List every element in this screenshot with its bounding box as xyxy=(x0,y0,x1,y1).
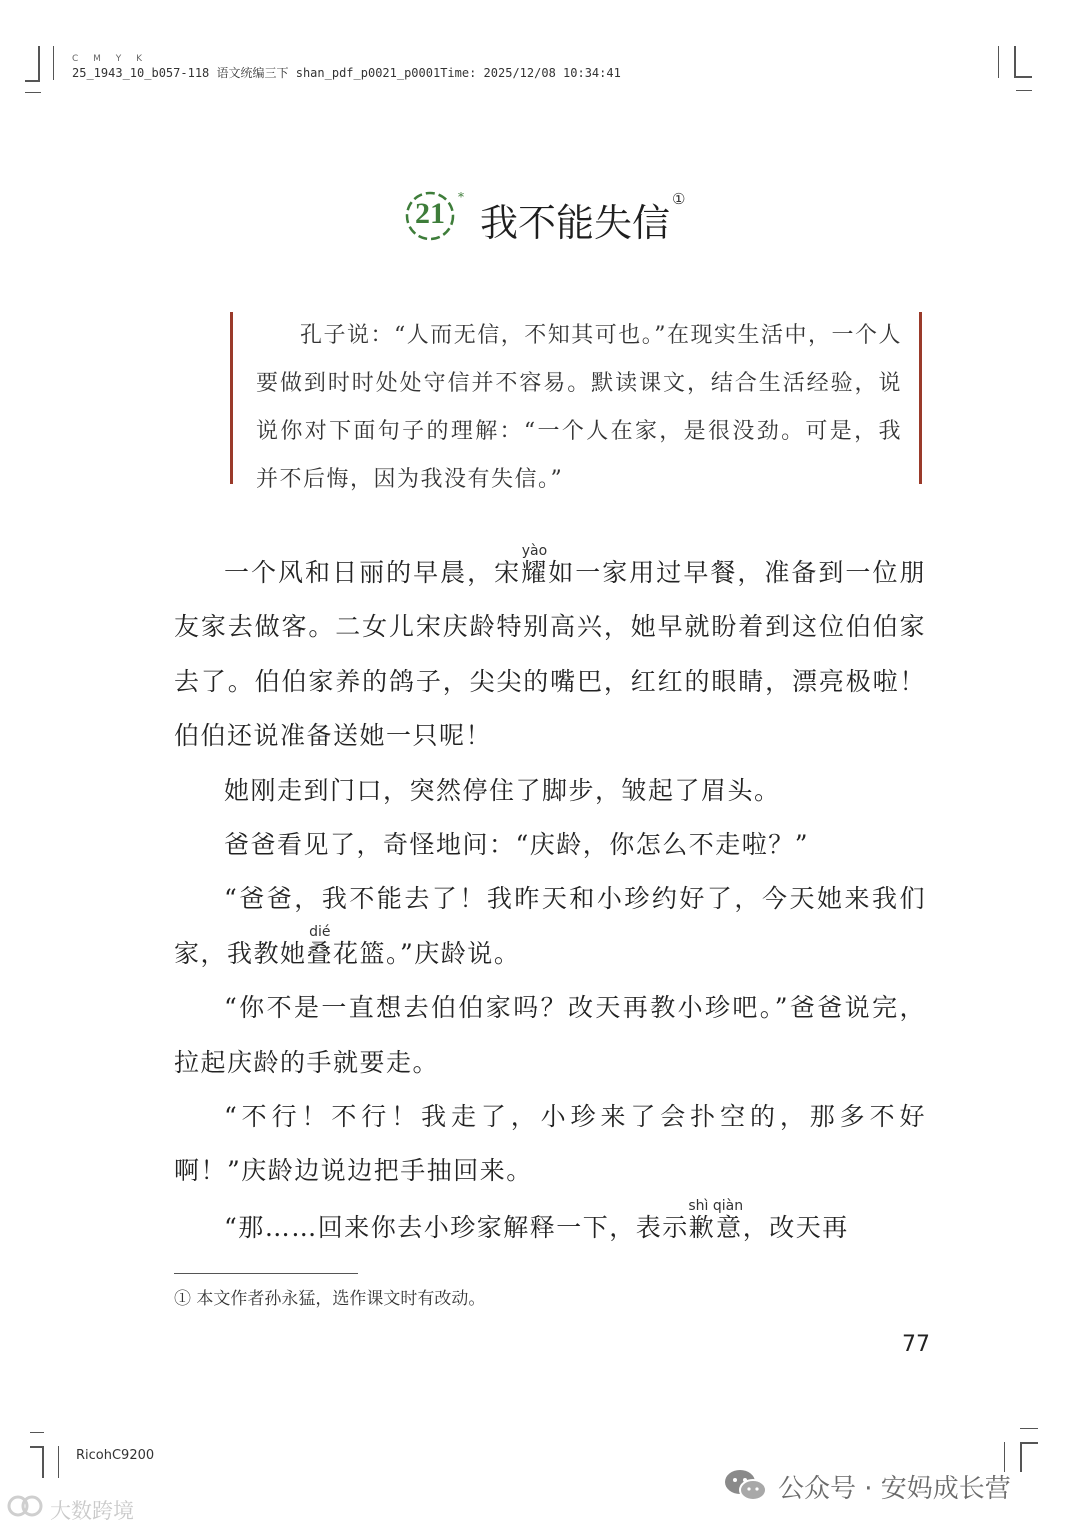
wechat-icon xyxy=(722,1466,770,1504)
pinyin-annotation: 叠dié xyxy=(306,923,334,968)
reading-prompt-text: 孔子说：“人而无信，不知其可也。”在现实生活中，一个人要做到时时处处守信并不容易。默读课文，结合生活经验，说说你对下面句子的理解：“一个人在家，是很没劲。可是，我并不后悔，因为我没有失信。” xyxy=(256,323,902,492)
paragraph: “你不是一直想去伯伯家吗？改天再教小珍吧。”爸爸说完，拉起庆龄的手就要走。 xyxy=(174,993,926,1077)
crop-mark-bottom-left xyxy=(30,1432,44,1433)
page-number: 77 xyxy=(902,1332,930,1357)
print-job-info: 25_1943_10_b057-118 语文统编三下 shan_pdf_p0021_p0001Time: 2025/12/08 10:34:41 xyxy=(72,66,621,80)
story-body xyxy=(174,544,926,1255)
printer-label: RicohC9200 xyxy=(76,1448,155,1463)
prompt-right-bar xyxy=(919,312,922,484)
footnote-divider xyxy=(174,1273,358,1274)
paragraph: “那……回来你去小珍家解释一下，表示歉意shì qiàn，改天再 xyxy=(224,1197,849,1242)
crop-mark-top-right xyxy=(1014,46,1016,78)
crop-mark-top-right xyxy=(1014,76,1032,78)
paragraph: “不行！不行！我走了，小珍来了会扑空的，那多不好啊！”庆龄边说边把手抽回来。 xyxy=(174,1102,926,1186)
crop-mark-bottom-left xyxy=(58,1446,59,1478)
crop-mark-bottom-right xyxy=(1020,1428,1038,1429)
crop-mark-bottom-right xyxy=(1020,1442,1022,1472)
pinyin-annotation: 耀yào xyxy=(521,543,549,587)
crop-mark-top-right xyxy=(1016,90,1032,91)
watermark-logo-icon xyxy=(6,1492,44,1520)
lesson-number: 21 xyxy=(415,197,445,230)
crop-mark-top-left xyxy=(25,92,41,93)
reading-prompt-box xyxy=(230,312,922,492)
paragraph: 一个风和日丽的早晨，宋耀yào如一家用过早餐，准备到一位朋友家去做客。二女儿宋庆龄特别高兴，她早就盼着到这位伯伯家去了。伯伯家养的鸽子，尖尖的嘴巴，红红的眼睛，漂亮极啦！伯伯还说准备送她一只呢！ xyxy=(174,543,926,751)
watermark-right-text: 公众号 · 安妈成长营 xyxy=(778,1474,1011,1504)
crop-mark-top-left xyxy=(25,80,40,82)
title-footnote-mark: ① xyxy=(672,190,686,208)
lesson-star-mark: * xyxy=(458,190,464,204)
cmyk-marker: C M Y K xyxy=(72,54,149,64)
pinyin-annotation: 歉意shì qiàn xyxy=(688,1197,744,1242)
paragraph: 她刚走到门口，突然停住了脚步，皱起了眉头。 xyxy=(224,775,781,805)
crop-mark-bottom-left xyxy=(42,1446,44,1478)
crop-mark-bottom-right xyxy=(1020,1442,1038,1444)
lesson-number-badge xyxy=(404,190,456,242)
paragraph: 爸爸看见了，奇怪地问：“庆龄，你怎么不走啦？” xyxy=(224,830,810,860)
crop-mark-top-right xyxy=(998,46,999,78)
crop-mark-top-left xyxy=(38,46,40,80)
crop-mark-top-left xyxy=(53,46,54,80)
footnote: ① 本文作者孙永猛，选作课文时有改动。 xyxy=(174,1289,486,1309)
lesson-title: 我不能失信 xyxy=(480,201,671,245)
prompt-left-bar xyxy=(230,312,233,484)
paragraph: “爸爸，我不能去了！我昨天和小珍约好了，今天她来我们家，我教她叠dié花篮。”庆龄说。 xyxy=(174,884,926,968)
watermark-left-text: 大数跨境 xyxy=(50,1499,134,1523)
